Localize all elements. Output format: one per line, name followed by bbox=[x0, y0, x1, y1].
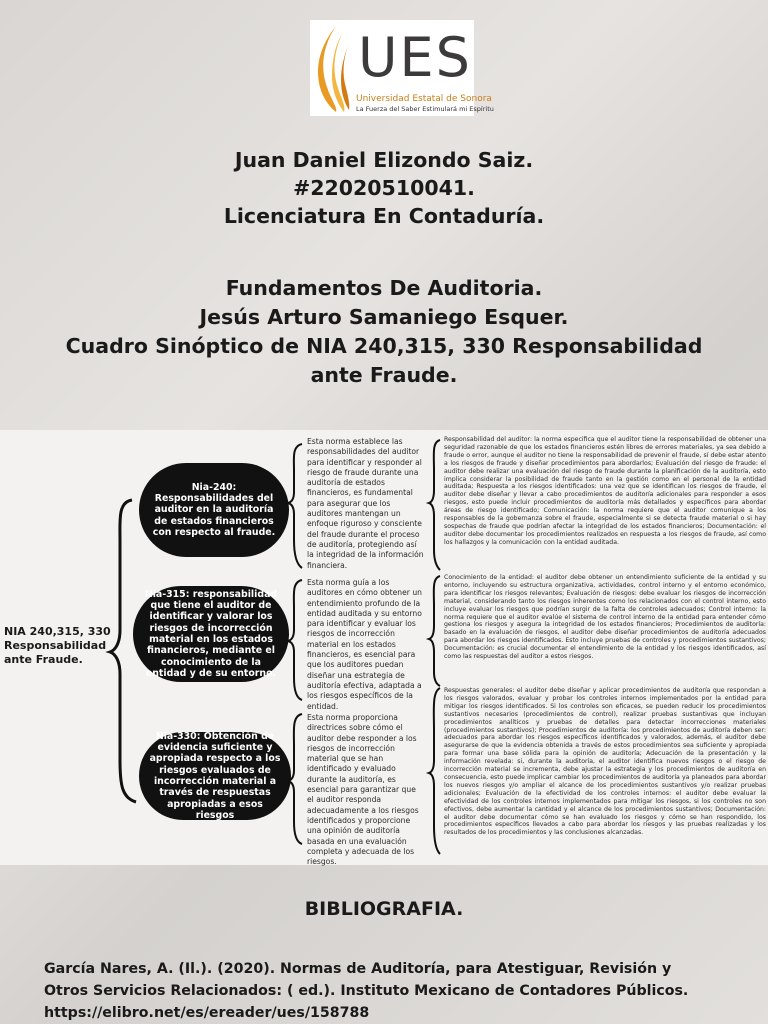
flame-icon bbox=[316, 24, 352, 112]
bibliography-line-2: Otros Servicios Relacionados: ( ed.). Instituto Mexicano de Contadores Públicos. bbox=[44, 983, 689, 999]
nia-330-title: Nia-330: Obtención de evidencia suficiente y apropiada respecto a los riesgos evaluados de incorrección material a través de respuestas apropiadas a esos riesgos bbox=[149, 730, 281, 821]
document-title-line-1: Cuadro Sinóptico de NIA 240,315, 330 Responsabilidad bbox=[65, 334, 703, 358]
bibliography-title: BIBLIOGRAFIA. bbox=[304, 898, 464, 920]
logo-motto: La Fuerza del Saber Estimulará mi Espíritu bbox=[356, 105, 494, 113]
bibliography-link[interactable]: https://elibro.net/es/ereader/ues/158788 bbox=[44, 1005, 370, 1021]
career: Licenciatura En Contaduría. bbox=[223, 204, 545, 228]
bracket-nia-240-detail bbox=[429, 440, 440, 570]
bibliography-line-1: García Nares, A. (Il.). (2020). Normas de Auditoría, para Atestiguar, Revisión y bbox=[44, 961, 672, 977]
student-info bbox=[0, 146, 768, 230]
bibliography-entry bbox=[44, 958, 744, 1024]
bracket-nia-330-detail bbox=[429, 688, 440, 854]
course-info bbox=[0, 274, 768, 390]
course-name: Fundamentos De Auditoria. bbox=[225, 276, 543, 300]
root-topic-label: NIA 240,315, 330 Responsabilidad ante Fraude. bbox=[4, 625, 111, 666]
ues-logo bbox=[310, 20, 494, 116]
nia-240-detail: Responsabilidad del auditor: la norma especifica que el auditor tiene la responsabilidad de obtener una seguridad razonable de que los estados financieros estén libres de errores materiales, ya sea debido a fraude o error, aunque el auditor no tiene la responsabilidad de prevenir el fraude, sí debe estar atento a los riesgos de fraude y diseñar procedimientos para abordarlos; Evaluación del riesgo de fraude: el auditor debe realizar una evaluación del riesgo de fraude durante la planificación de la auditoría, esto implica considerar la posibilidad de fraude tanto en la gestión como en el personal de la entidad auditada; Respuesta a los riesgos identificados: una vez que se identifican los riesgos de fraude, el auditor debe diseñar y llevar a cabo procedimientos de auditoría adicionales para responder a esos riesgos, esto puede incluir procedimientos de auditoría más detallados y específicos para abordar áreas de riesgo identificado; Comunicación: la norma requiere que el auditor comunique a los responsables de la gobernanza sobre el fraude, especialmente si se detecta fraude material o si hay sospechas de fraude que podrían afectar la integridad de los estados financieros; Documentación: el auditor debe documentar los procedimientos realizados en respuesta a los riesgos de fraude, así como los hallazgos y la comunicación con la entidad auditada. bbox=[444, 436, 766, 546]
student-name: Juan Daniel Elizondo Saiz. bbox=[234, 148, 534, 172]
teacher-name: Jesús Arturo Samaniego Esquer. bbox=[199, 305, 569, 329]
logo-letters: UES bbox=[358, 26, 472, 89]
bracket-nia-240 bbox=[288, 444, 302, 568]
document-title-line-2: ante Fraude. bbox=[310, 363, 458, 387]
bracket-nia-315-detail bbox=[429, 576, 440, 686]
nia-315-pill bbox=[133, 586, 289, 682]
nia-330-summary: Esta norma proporciona directrices sobre cómo el auditor debe responder a los riesgos de incorrección material que se han identificado y evaluado durante la auditoría, es esencial para garantizar que el auditor responda adecuadamente a los riesgos identificados y proporcione una opinión de auditoría basada en una evaluación completa y adecuada de los riesgos. bbox=[307, 713, 419, 867]
nia-240-title: Nia-240: Responsabilidades del auditor en la auditoría de estados financieros con respecto al fraude. bbox=[152, 481, 276, 538]
student-id: #22020510041. bbox=[293, 176, 475, 200]
nia-240-pill bbox=[139, 463, 289, 557]
bracket-nia-315 bbox=[288, 580, 302, 700]
nia-315-summary: Esta norma guía a los auditores en cómo obtener un entendimiento profundo de la entidad auditada y su entorno para identificar y evaluar los riesgos de incorrección material en los estados financieros, es esencial para que los auditores puedan diseñar una estrategia de auditoría efectiva, adaptada a los riesgos específicos de la entidad. bbox=[307, 578, 422, 711]
nia-330-pill bbox=[139, 732, 291, 820]
nia-315-detail: Conocimiento de la entidad: el auditor debe obtener un entendimiento suficiente de la entidad y su entorno, incluyendo su estructura organizativa, actividades, control interno y el entorno económico, para identificar los riesgos relevantes; Evaluación de riesgos: debe evaluar los riesgos de incorrección material, considerando tanto los riesgos inherentes como los relacionados con el control interno, esto incluye evaluar los riesgos que podrían surgir de la falta de controles adecuados; Control interno: la norma requiere que el auditor evalúe el sistema de control interno de la entidad para entender cómo gestiona los riesgos y asegura la integridad de los estados financieros; Procedimientos de auditoría: basado en la evaluación de riesgos, el auditor debe diseñar procedimientos de auditoría adecuados para abordar los riesgos identificados. Esto incluye pruebas de controles y procedimientos sustantivos; Documentación: es crucial documentar el entendimiento de la entidad y los riesgos identificados, así como las respuestas del auditor a estos riesgos. bbox=[444, 574, 766, 661]
logo-university-name: Universidad Estatal de Sonora bbox=[356, 94, 492, 104]
nia-330-detail: Respuestas generales: el auditor debe diseñar y aplicar procedimientos de auditoría que respondan a los riesgos valorados, evaluar y probar los controles internos implementados por la entidad para mitigar los riesgos identificados. Si los controles son eficaces, se pueden reducir los procedimientos sustantivos necesarios (procedimientos de control), realizar pruebas sustantivas que incluyan procedimientos analíticos y pruebas de detalles para detectar incorrecciones materiales (procedimientos sustantivos); Procedimientos de auditoría: los procedimientos de auditoría deben ser: adecuados para abordar los riesgos específicos identificados y valorados, además, el auditor debe asegurarse de que la evidencia obtenida a través de estos procedimientos sea suficiente y apropiada para formar una base sólida para la opinión de auditoría; Adecuación de la presentación y la información revelada: si, durante la auditoría, el auditor identifica nuevos riesgos o el riesgo de incorrección material se incrementa, debe ajustar la estrategia y los procedimientos de auditoría en consecuencia, esto puede implicar cambiar los procedimientos de auditoría ya planeados para abordar los nuevos riesgos y/o ampliar el alcance de los procedimientos sustantivos y/o realizar pruebas adicionales; Evaluación de la efectividad de los controles internos: el auditor debe evaluar la efectividad de los controles internos implementados para mitigar los riesgos, si los controles no son efectivos, debe aumentar la cantidad y el alcance de los procedimientos sustantivos; Documentación: el auditor debe documentar cómo se han evaluado los riesgos y cómo se han respondido, los procedimientos específicos llevados a cabo para abordar los riesgos y las pruebas realizadas y los resultados de los procedimientos y las conclusiones alcanzadas. bbox=[444, 687, 766, 837]
nia-240-summary: Esta norma establece las responsabilidades del auditor para identificar y responder al riesgo de fraude durante una auditoría de estados financieros, es fundamental para asegurar que los auditores mantengan un enfoque riguroso y consciente del fraude durante el proceso de auditoría, protegiendo así la integridad de la información financiera. bbox=[307, 437, 424, 570]
nia-315-title: Nia-315: responsabilidad que tiene el auditor de identificar y valorar los riesgos de incorrección material en los estados financieros, mediante el conocimiento de la entidad y de su entorno. bbox=[144, 588, 278, 679]
